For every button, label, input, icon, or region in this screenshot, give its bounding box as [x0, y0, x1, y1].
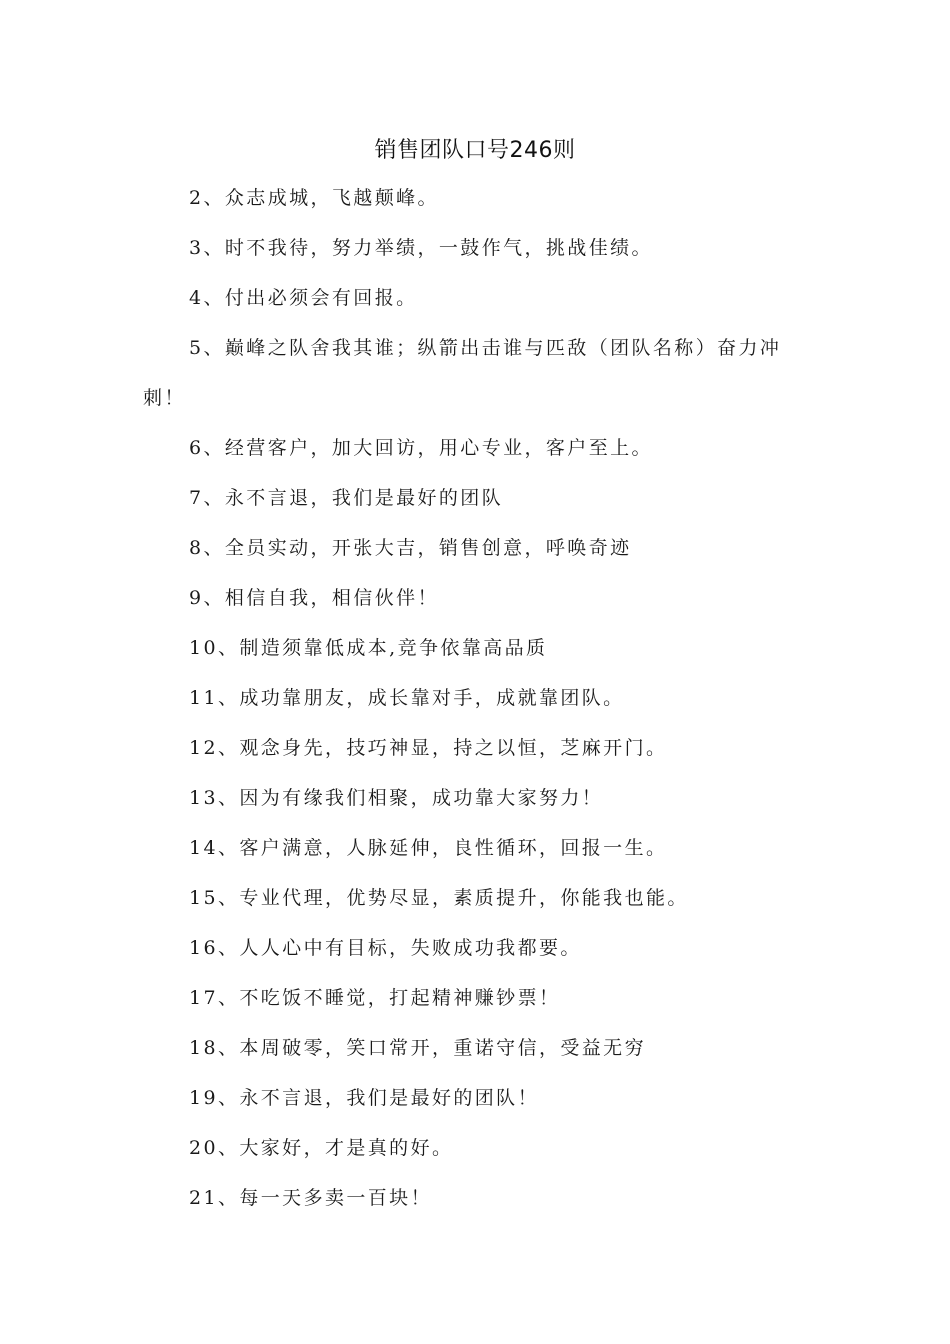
slogan-line: 19、永不言退，我们是最好的团队！: [189, 1087, 539, 1109]
slogan-line: 8、全员实动，开张大吉，销售创意，呼唤奇迹: [189, 537, 632, 559]
slogan-line-continuation: 刺！: [143, 387, 186, 409]
slogan-line: 7、永不言退，我们是最好的团队: [189, 487, 504, 509]
slogan-line: 18、本周破零，笑口常开，重诺守信，受益无穷: [189, 1037, 646, 1059]
slogan-line: 12、观念身先，技巧神显，持之以恒，芝麻开门。: [189, 737, 668, 759]
slogan-line: 4、付出必须会有回报。: [189, 287, 418, 309]
slogan-line: 9、相信自我，相信伙伴！: [189, 587, 439, 609]
document-title: 销售团队口号246则: [374, 138, 576, 163]
slogan-line: 21、每一天多卖一百块！: [189, 1187, 432, 1209]
slogan-line: 5、巅峰之队舍我其谁；纵箭出击谁与匹敌（团队名称）奋力冲: [189, 337, 782, 359]
slogan-list: [143, 183, 811, 1233]
slogan-line: 16、人人心中有目标，失败成功我都要。: [189, 937, 582, 959]
slogan-line: 3、时不我待，努力举绩，一鼓作气，挑战佳绩。: [189, 237, 653, 259]
slogan-line: 10、制造须靠低成本,竞争依靠高品质: [189, 637, 548, 659]
slogan-line: 11、成功靠朋友，成长靠对手，成就靠团队。: [189, 687, 625, 709]
slogan-line: 2、众志成城，飞越颠峰。: [189, 187, 439, 209]
slogan-line: 13、因为有缘我们相聚，成功靠大家努力！: [189, 787, 604, 809]
slogan-line: 14、客户满意，人脉延伸，良性循环，回报一生。: [189, 837, 668, 859]
slogan-line: 20、大家好，才是真的好。: [189, 1137, 454, 1159]
slogan-line: 6、经营客户，加大回访，用心专业，客户至上。: [189, 437, 653, 459]
slogan-line: 15、专业代理，优势尽显，素质提升，你能我也能。: [189, 887, 689, 909]
slogan-line: 17、不吃饭不睡觉，打起精神赚钞票！: [189, 987, 561, 1009]
